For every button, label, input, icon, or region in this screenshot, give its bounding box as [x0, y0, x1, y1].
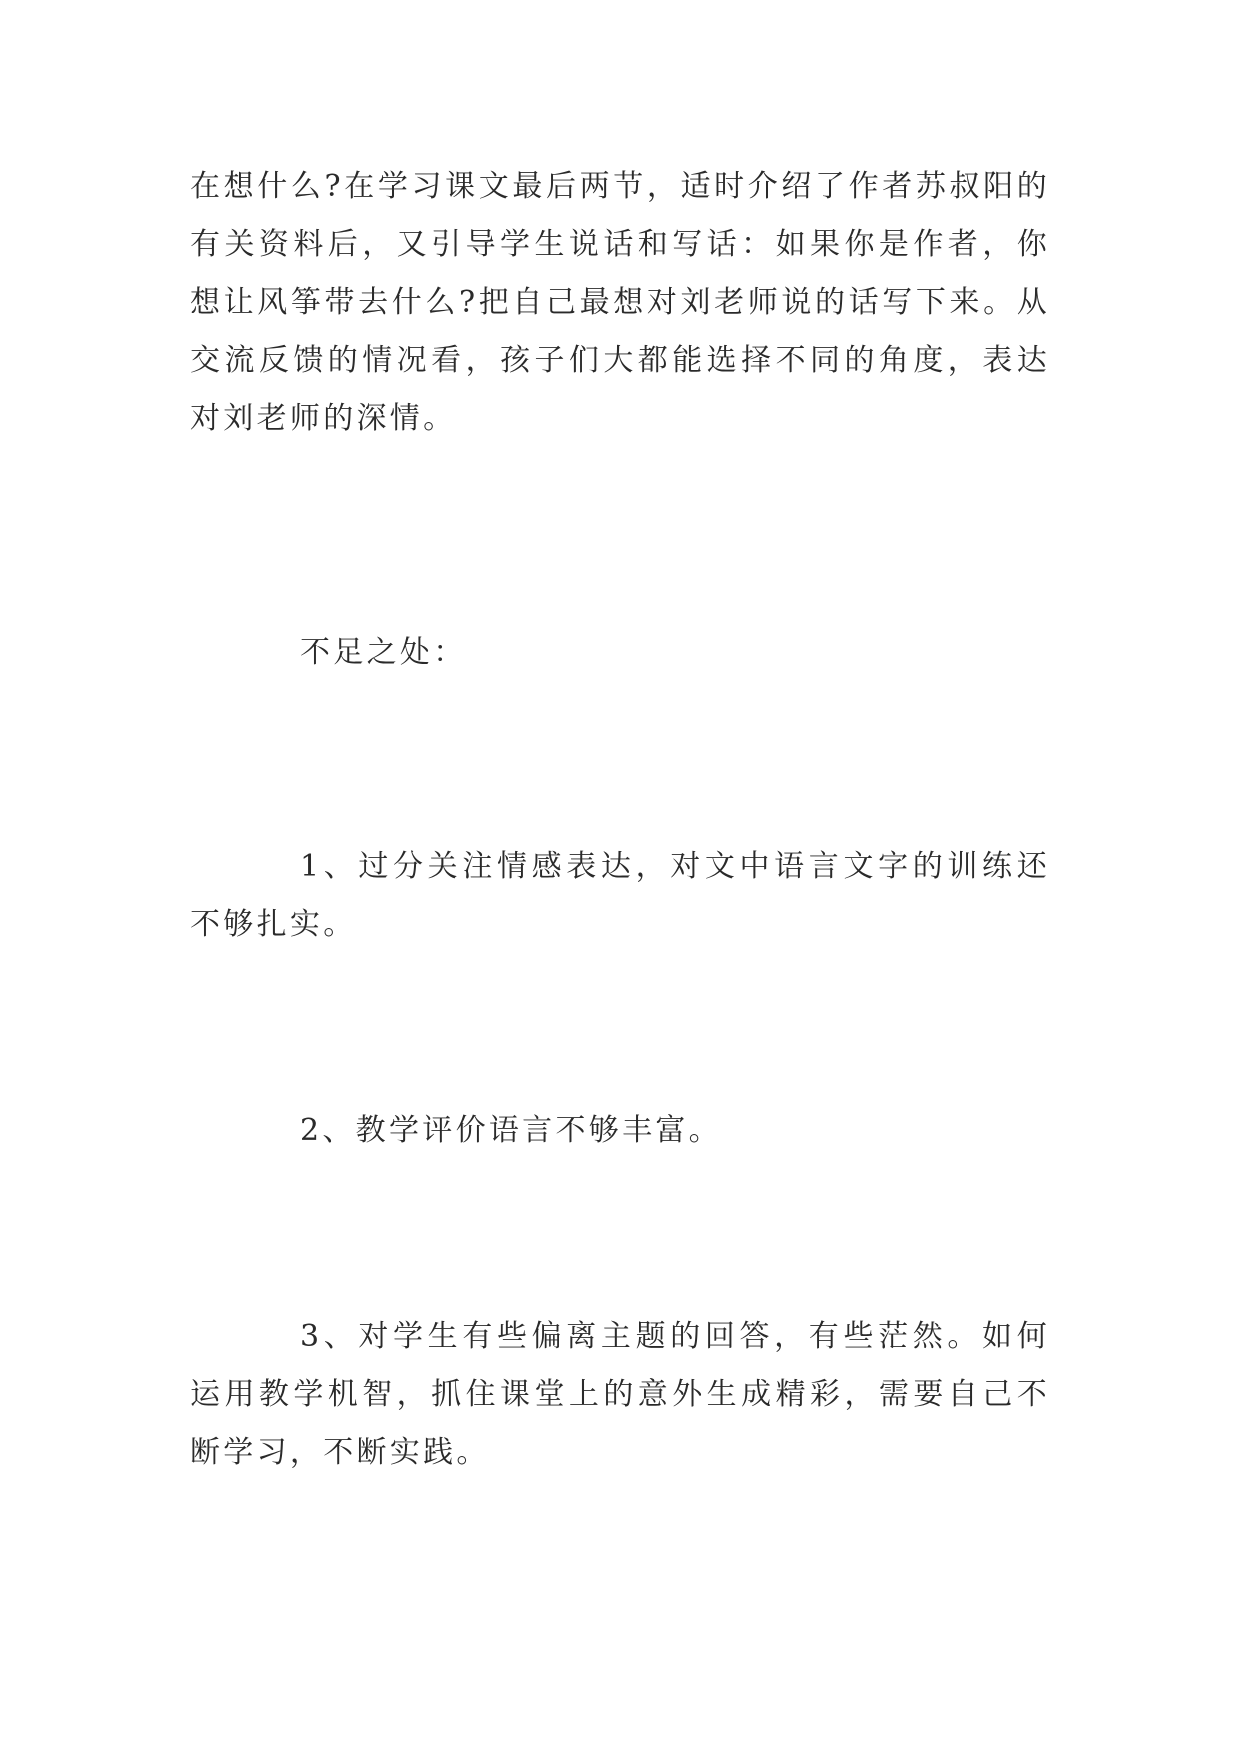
document-content: [190, 158, 1050, 1482]
spacer: [190, 954, 1050, 1102]
paragraph-continued: 在想什么?在学习课文最后两节，适时介绍了作者苏叔阳的有关资料后，又引导学生说话和写话：如果你是作者，你想让风筝带去什么?把自己最想对刘老师说的话写下来。从交流反馈的情况看，孩子们大都能选择不同的角度，表达对刘老师的深情。: [190, 169, 1050, 436]
spacer: [190, 682, 1050, 838]
paragraph-item-2: 2、教学评价语言不够丰富。: [300, 1113, 722, 1148]
spacer: [190, 1160, 1050, 1308]
paragraph-item-1: 1、过分关注情感表达，对文中语言文字的训练还不够扎实。: [190, 849, 1050, 942]
spacer: [190, 448, 1050, 624]
paragraph-item-3: 3、对学生有些偏离主题的回答，有些茫然。如何运用教学机智，抓住课堂上的意外生成精彩，需要自己不断学习，不断实践。: [190, 1319, 1050, 1470]
paragraph-shortcomings-heading: 不足之处：: [300, 635, 467, 670]
